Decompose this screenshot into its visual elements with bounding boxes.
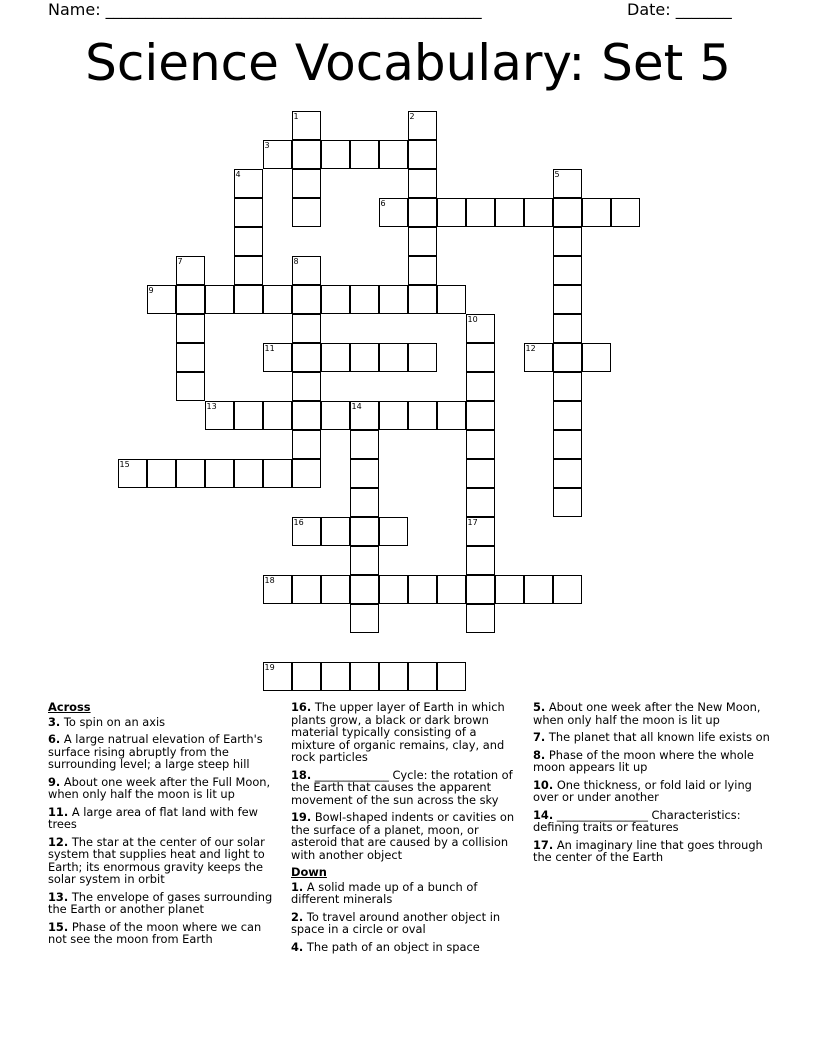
clue-text: The planet that all known life exists on [548,730,770,744]
grid-cell[interactable] [553,227,582,256]
grid-cell[interactable] [292,372,321,401]
grid-cell[interactable] [292,459,321,488]
grid-cell[interactable] [437,575,466,604]
name-line: Name: _______________________________________________ [48,0,482,19]
grid-cell[interactable] [466,372,495,401]
cell-number: 17 [467,517,478,527]
grid-cell[interactable] [379,140,408,169]
clue-text: About one week after the New Moon, when only half the moon is lit up [533,700,761,727]
grid-cell[interactable] [350,575,379,604]
clue-number: 5. [533,700,546,714]
cell-number: 18 [264,575,275,585]
clue-item [291,811,521,861]
clue-item [48,836,280,886]
grid-cell[interactable] [321,575,350,604]
clue-item [533,701,773,726]
clue-text: An imaginary line that goes through the center of the Earth [533,837,763,864]
grid-cell[interactable] [234,198,263,227]
grid-cell[interactable] [234,401,263,430]
clue-text: Phase of the moon where the whole moon appears lit up [533,747,754,774]
clue-item [291,881,521,906]
clue-number: 18. [291,767,312,782]
clue-text: The upper layer of Earth in which plants grow, a black or dark brown material typically consisting of a mixture of organic remains, clay, and rock particles [291,700,505,764]
grid-cell[interactable] [408,111,437,140]
grid-cell[interactable] [466,604,495,633]
clue-text: Bowl-shaped indents or cavities on the surface of a planet, moon, or asteroid that are caused by a collision with another object [291,810,515,862]
grid-cell[interactable] [408,343,437,372]
grid-cell[interactable] [350,662,379,691]
grid-cell[interactable] [234,256,263,285]
clue-number: 4. [291,939,304,954]
clue-item [533,731,773,744]
grid-cell[interactable] [495,575,524,604]
clues-column-2 [291,701,521,958]
grid-cell[interactable] [234,285,263,314]
cell-number: 4 [235,169,241,179]
grid-cell[interactable] [553,430,582,459]
grid-cell[interactable] [292,111,321,140]
clue-item [48,776,280,801]
grid-cell[interactable] [524,575,553,604]
grid-cell[interactable] [350,343,379,372]
grid-cell[interactable] [234,169,263,198]
clue-item [48,733,280,771]
grid-cell[interactable] [408,575,437,604]
grid-cell[interactable] [350,546,379,575]
clue-item [291,701,521,764]
grid-cell[interactable] [466,343,495,372]
grid-cell[interactable] [466,575,495,604]
grid-cell[interactable] [379,198,408,227]
grid-cell[interactable] [408,256,437,285]
grid-cell[interactable] [379,517,408,546]
grid-cell[interactable] [408,227,437,256]
grid-cell[interactable] [495,198,524,227]
grid-cell[interactable] [408,140,437,169]
grid-cell[interactable] [176,459,205,488]
cell-number: 16 [293,517,304,527]
grid-cell[interactable] [437,198,466,227]
cell-number: 12 [525,343,536,353]
grid-cell[interactable] [292,314,321,343]
clue-item [533,809,773,834]
clue-number: 17. [533,837,554,852]
grid-cell[interactable] [524,343,553,372]
grid-cell[interactable] [292,256,321,285]
page-title: Science Vocabulary: Set 5 [85,34,731,92]
clue-number: 9. [48,774,61,789]
grid-cell[interactable] [350,488,379,517]
down-heading: Down [291,865,327,879]
grid-cell[interactable] [321,343,350,372]
grid-cell[interactable] [408,285,437,314]
grid-cell[interactable] [292,285,321,314]
clue-text: To spin on an axis [63,714,166,729]
grid-cell[interactable] [466,488,495,517]
grid-cell[interactable] [553,256,582,285]
grid-cell[interactable] [466,430,495,459]
cell-number: 14 [351,401,362,411]
clue-text: _____________ Cycle: the rotation of the Earth that causes the apparent movement of the sun across the sky [291,767,513,807]
cell-number: 11 [264,343,275,353]
grid-cell[interactable] [553,575,582,604]
grid-cell[interactable] [292,343,321,372]
clue-item [533,779,773,804]
clue-text: ________________ Characteristics: defining traits or features [533,807,741,834]
clue-number: 10. [533,777,554,792]
clue-text: One thickness, or fold laid or lying over or under another [533,777,752,804]
clue-number: 19. [291,810,312,824]
cell-number: 1 [293,111,299,121]
grid-cell[interactable] [292,575,321,604]
grid-cell[interactable] [292,401,321,430]
clue-number: 16. [291,700,312,714]
grid-cell[interactable] [466,314,495,343]
grid-cell[interactable] [408,169,437,198]
cell-number: 2 [409,111,415,121]
clue-number: 13. [48,889,69,904]
clue-number: 12. [48,834,69,849]
grid-cell[interactable] [147,459,176,488]
clue-number: 15. [48,919,69,934]
clue-text: About one week after the Full Moon, when only half the moon is lit up [48,774,271,801]
grid-cell[interactable] [292,169,321,198]
grid-cell[interactable] [263,140,292,169]
grid-cell[interactable] [234,459,263,488]
grid-cell[interactable] [176,285,205,314]
clue-item [48,716,280,729]
grid-cell[interactable] [205,401,234,430]
clue-number: 1. [291,879,304,894]
clue-item [48,921,280,946]
grid-cell[interactable] [524,198,553,227]
grid-cell[interactable] [437,285,466,314]
grid-cell[interactable] [379,401,408,430]
clue-text: A solid made up of a bunch of different minerals [291,879,478,906]
cell-number: 9 [148,285,154,295]
grid-cell[interactable] [437,662,466,691]
clue-text: A large area of flat land with few trees [48,804,258,831]
grid-cell[interactable] [292,198,321,227]
grid-cell[interactable] [205,285,234,314]
grid-cell[interactable] [263,459,292,488]
grid-cell[interactable] [466,517,495,546]
cell-number: 5 [554,169,560,179]
clue-item [48,806,280,831]
cell-number: 7 [177,256,183,266]
cell-number: 6 [380,198,386,208]
grid-cell[interactable] [350,140,379,169]
grid-cell[interactable] [176,372,205,401]
grid-cell[interactable] [176,314,205,343]
clue-item [291,911,521,936]
clue-number: 7. [533,730,546,744]
grid-cell[interactable] [379,285,408,314]
cell-number: 13 [206,401,217,411]
grid-cell[interactable] [553,198,582,227]
grid-cell[interactable] [263,662,292,691]
clue-item [533,839,773,864]
grid-cell[interactable] [437,401,466,430]
grid-cell[interactable] [292,517,321,546]
grid-cell[interactable] [292,140,321,169]
grid-cell[interactable] [379,662,408,691]
grid-cell[interactable] [582,343,611,372]
grid-cell[interactable] [611,198,640,227]
grid-cell[interactable] [263,343,292,372]
clue-text: The envelope of gases surrounding the Earth or another planet [48,889,273,916]
grid-cell[interactable] [466,546,495,575]
clue-number: 3. [48,714,61,729]
grid-cell[interactable] [205,459,234,488]
grid-cell[interactable] [553,372,582,401]
grid-cell[interactable] [466,198,495,227]
grid-cell[interactable] [408,198,437,227]
clue-text: Phase of the moon where we can not see the moon from Earth [48,919,262,946]
grid-cell[interactable] [582,198,611,227]
clue-item [291,941,521,954]
clues-column-3 [533,701,773,869]
clue-number: 2. [291,909,304,924]
clue-number: 11. [48,804,69,819]
clue-item [48,891,280,916]
grid-cell[interactable] [321,517,350,546]
grid-cell[interactable] [292,662,321,691]
clue-text: The path of an object in space [306,939,480,954]
clue-item [291,769,521,807]
clue-item [533,749,773,774]
clue-number: 8. [533,747,546,762]
clues-column-1 [48,701,280,951]
grid-cell[interactable] [553,488,582,517]
grid-cell[interactable] [466,401,495,430]
grid-cell[interactable] [553,285,582,314]
date-line: Date: _______ [627,0,732,19]
cell-number: 19 [264,662,275,672]
clue-text: A large natrual elevation of Earth's surface rising abruptly from the surrounding level; a large steep hill [48,732,263,771]
clue-number: 6. [48,732,61,746]
grid-cell[interactable] [321,662,350,691]
across-heading: Across [48,700,91,714]
grid-cell[interactable] [350,285,379,314]
cell-number: 10 [467,314,478,324]
clue-number: 14. [533,807,554,822]
grid-cell[interactable] [350,430,379,459]
grid-cell[interactable] [292,430,321,459]
grid-cell[interactable] [379,343,408,372]
grid-cell[interactable] [553,169,582,198]
grid-cell[interactable] [234,227,263,256]
grid-cell[interactable] [263,285,292,314]
grid-cell[interactable] [408,401,437,430]
cell-number: 8 [293,256,299,266]
grid-cell[interactable] [263,401,292,430]
grid-cell[interactable] [379,575,408,604]
grid-cell[interactable] [350,517,379,546]
grid-cell[interactable] [263,575,292,604]
cell-number: 15 [119,459,130,469]
clue-text: To travel around another object in space in a circle or oval [291,909,501,936]
grid-cell[interactable] [350,401,379,430]
grid-cell[interactable] [321,140,350,169]
grid-cell[interactable] [321,401,350,430]
grid-cell[interactable] [176,343,205,372]
grid-cell[interactable] [553,401,582,430]
grid-cell[interactable] [147,285,176,314]
grid-cell[interactable] [118,459,147,488]
grid-cell[interactable] [408,662,437,691]
cell-number: 3 [264,140,270,150]
grid-cell[interactable] [321,285,350,314]
grid-cell[interactable] [553,459,582,488]
grid-cell[interactable] [553,314,582,343]
clue-text: The star at the center of our solar system that supplies heat and light to Earth; its enormous gravity keeps the solar system in orbit [48,834,265,886]
grid-cell[interactable] [350,459,379,488]
grid-cell[interactable] [350,604,379,633]
grid-cell[interactable] [553,343,582,372]
grid-cell[interactable] [176,256,205,285]
grid-cell[interactable] [466,459,495,488]
